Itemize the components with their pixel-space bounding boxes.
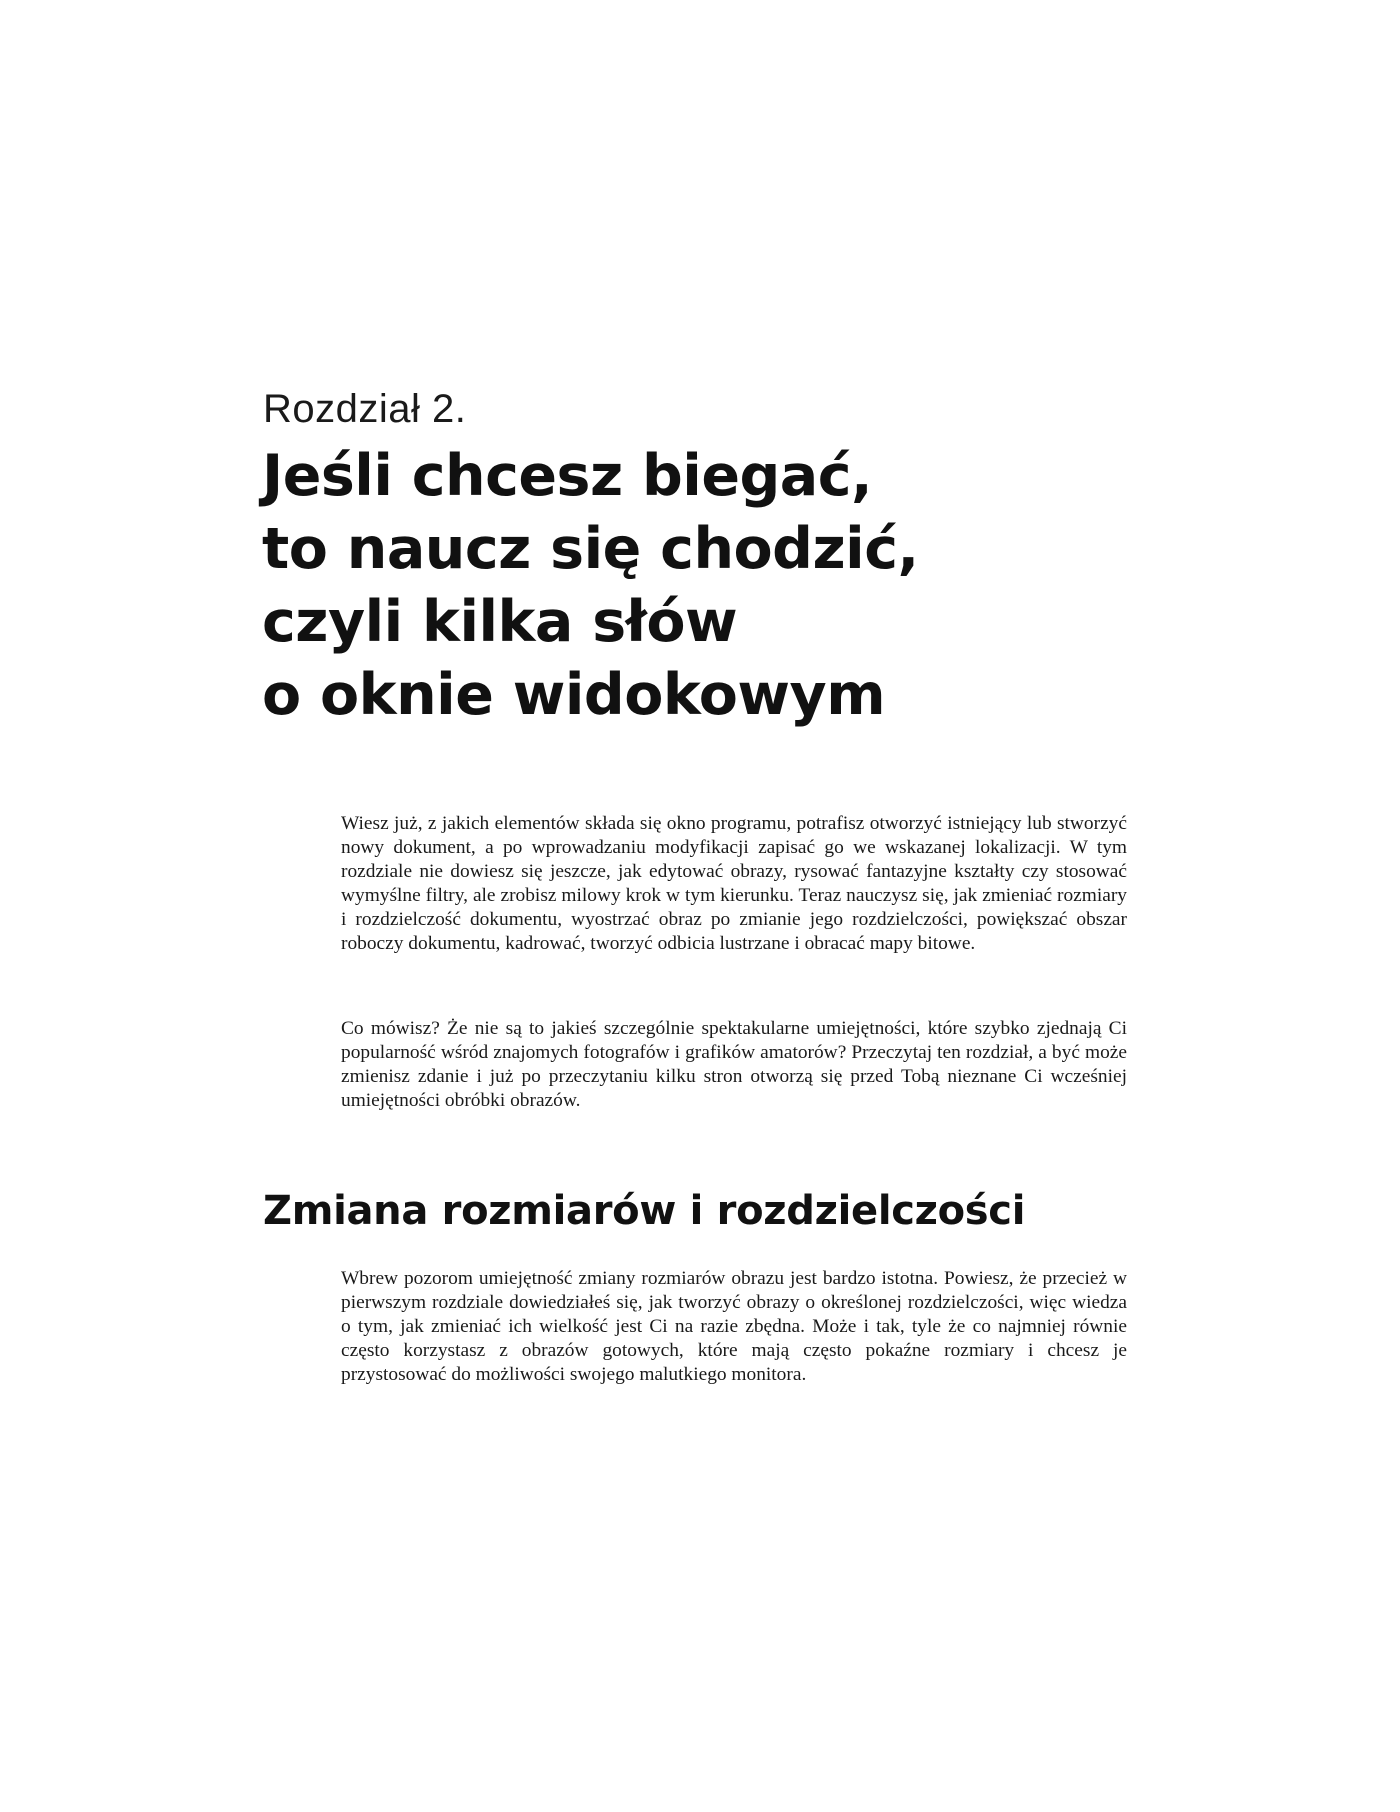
intro-paragraph: Wiesz już, z jakich elementów składa się okno programu, potrafisz otworzyć istniejący lub stworzyć nowy dokument, a po wprowadzaniu modyfikacji zapisać go we wskazanej lokalizacji. W tym rozdziale nie dowiesz się jeszcze, jak edytować obrazy, rysować fantazyjne kształty czy stosować wymyślne filtry, ale zrobisz milowy krok w tym kierunku. Teraz nauczysz się, jak zmieniać rozmiary i rozdzielczość dokumentu, wyostrzać obraz po zmianie jego rozdzielczości, powiększać obszar roboczy dokumentu, kadrować, tworzyć odbicia lustrzane i obracać mapy bitowe. (341, 813, 1127, 954)
chapter-title-line: to naucz się chodzić, (262, 516, 919, 582)
chapter-title (262, 440, 1162, 732)
chapter-title-line: czyli kilka słów (262, 589, 738, 655)
section-heading: Zmiana rozmiarów i rozdzielczości (263, 1188, 1026, 1234)
chapter-title-line: Jeśli chcesz biegać, (262, 443, 873, 509)
intro-paragraph: Co mówisz? Że nie są to jakieś szczególnie spektakularne umiejętności, które szybko zjednają Ci popularność wśród znajomych fotografów i grafików amatorów? Przeczytaj ten rozdział, a być może zmienisz zdanie i już po przeczytaniu kilku stron otworzą się przed Tobą nieznane Ci wcześniej umiejętności obróbki obrazów. (341, 1018, 1127, 1111)
chapter-title-line: o oknie widokowym (262, 662, 886, 728)
chapter-label: Rozdział 2. (263, 387, 467, 431)
section-paragraph: Wbrew pozorom umiejętność zmiany rozmiarów obrazu jest bardzo istotna. Powiesz, że przecież w pierwszym rozdziale dowiedziałeś się, jak tworzyć obrazy o określonej rozdzielczości, więc wiedza o tym, jak zmieniać ich wielkość jest Ci na razie zbędna. Może i tak, tyle że co najmniej równie często korzystasz z obrazów gotowych, które mają często pokaźne rozmiary i chcesz je przystosować do możliwości swojego malutkiego monitora. (341, 1268, 1127, 1385)
